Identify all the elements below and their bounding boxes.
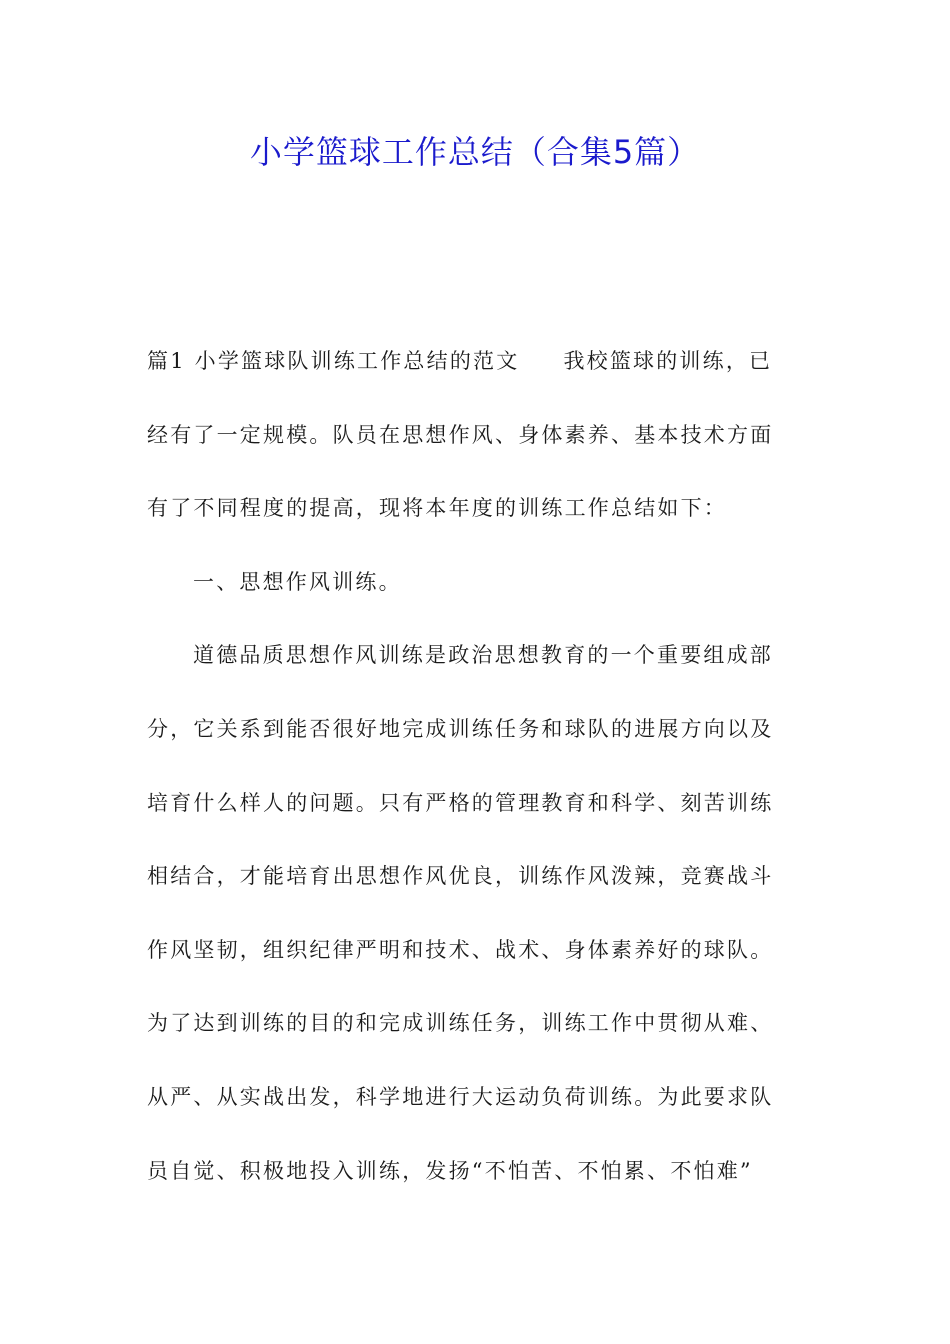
subsection-heading: 一、思想作风训练。 xyxy=(193,569,402,594)
document-body xyxy=(147,336,807,1219)
paragraph-line: 有了不同程度的提高，现将本年度的训练工作总结如下： xyxy=(147,496,727,521)
paragraph-line: 相结合，才能培育出思想作风优良，训练作风泼辣，竞赛战斗 xyxy=(147,864,774,889)
paragraph-line: 分，它关系到能否很好地完成训练任务和球队的进展方向以及 xyxy=(147,716,774,741)
paragraph-line: 道德品质思想作风训练是政治思想教育的一个重要组成部 xyxy=(193,643,773,668)
paragraph-line: 从严、从实战出发，科学地进行大运动负荷训练。为此要求队 xyxy=(147,1084,774,1109)
section-heading: 篇1 小学篮球队训练工作总结的范文 xyxy=(147,349,520,373)
paragraph-line: 作风坚韧，组织纪律严明和技术、战术、身体素养好的球队。 xyxy=(147,937,774,962)
paragraph-line: 培育什么样人的问题。只有严格的管理教育和科学、刻苦训练 xyxy=(147,790,774,815)
paragraph-line: 经有了一定规模。队员在思想作风、身体素养、基本技术方面 xyxy=(147,422,774,447)
paragraph-line: 员自觉、积极地投入训练，发扬“不怕苦、不怕累、不怕难” xyxy=(147,1158,753,1183)
document-title: 小学篮球工作总结（合集5篇） xyxy=(249,133,701,171)
paragraph-text: 我校篮球的训练，已 xyxy=(563,349,773,373)
paragraph-line xyxy=(147,336,807,410)
paragraph-line: 为了达到训练的目的和完成训练任务，训练工作中贯彻从难、 xyxy=(147,1011,774,1036)
